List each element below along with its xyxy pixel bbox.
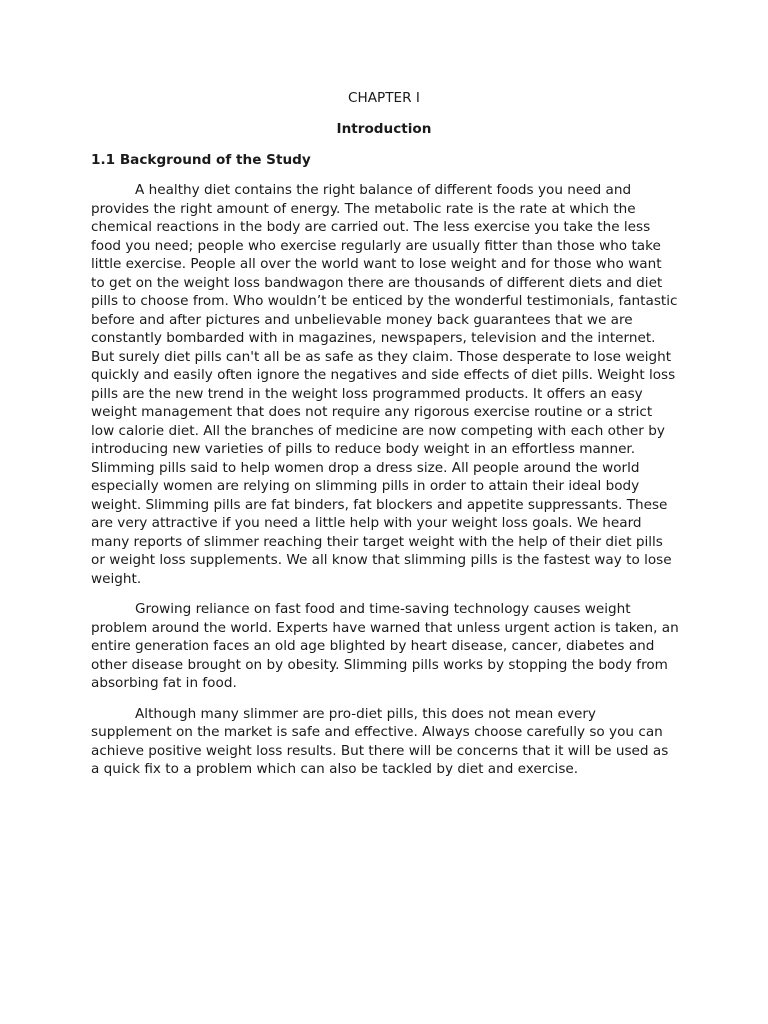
paragraph-1: A healthy diet contains the right balance of different foods you need and provides the right amount of energy. The metabolic rate is the rate at which the chemical reactions in the body are carried out. The less exercise you take the less food you need; people who exercise regularly are usually fitter than those who take little exercise. People all over the world want to lose weight and for those who want to get on the weight loss bandwagon there are thousands of different diets and diet pills to choose from. Who wouldn’t be enticed by the wonderful testimonials, fantastic before and after pictures and unbelievable money back guarantees that we are constantly bombarded with in magazines, newspapers, television and the internet. But surely diet pills can't all be as safe as they claim. Those desperate to lose weight quickly and easily often ignore the negatives and side effects of diet pills. Weight loss pills are the new trend in the weight loss programmed products. It offers an easy weight management that does not require any rigorous exercise routine or a strict low calorie diet. All the branches of medicine are now competing with each other by introducing new varieties of pills to reduce body weight in an effortless manner. Slimming pills said to help women drop a dress size. All people around the world especially women are relying on slimming pills in order to attain their ideal body weight. Slimming pills are fat binders, fat blockers and appetite suppressants. These are very attractive if you need a little help with your weight loss goals. We heard many reports of slimmer reaching their target weight with the help of their diet pills or weight loss supplements. We all know that slimming pills is the fastest way to lose weight. xyxy=(91,182,678,587)
body-text xyxy=(91,181,679,791)
chapter-title: Introduction xyxy=(336,121,432,137)
chapter-label: CHAPTER I xyxy=(348,90,420,106)
section-heading: 1.1 Background of the Study xyxy=(91,152,311,168)
paragraph-2: Growing reliance on fast food and time-saving technology causes weight problem around the world. Experts have warned that unless urgent action is taken, an entire generation faces an old age blighted by heart disease, cancer, diabetes and other disease brought on by obesity. Slimming pills works by stopping the body from absorbing fat in food. xyxy=(91,601,679,691)
paragraph-3: Although many slimmer are pro-diet pills, this does not mean every supplement on the market is safe and effective. Always choose carefully so you can achieve positive weight loss results. But there will be concerns that it will be used as a quick fix to a problem which can also be tackled by diet and exercise. xyxy=(91,705,669,777)
